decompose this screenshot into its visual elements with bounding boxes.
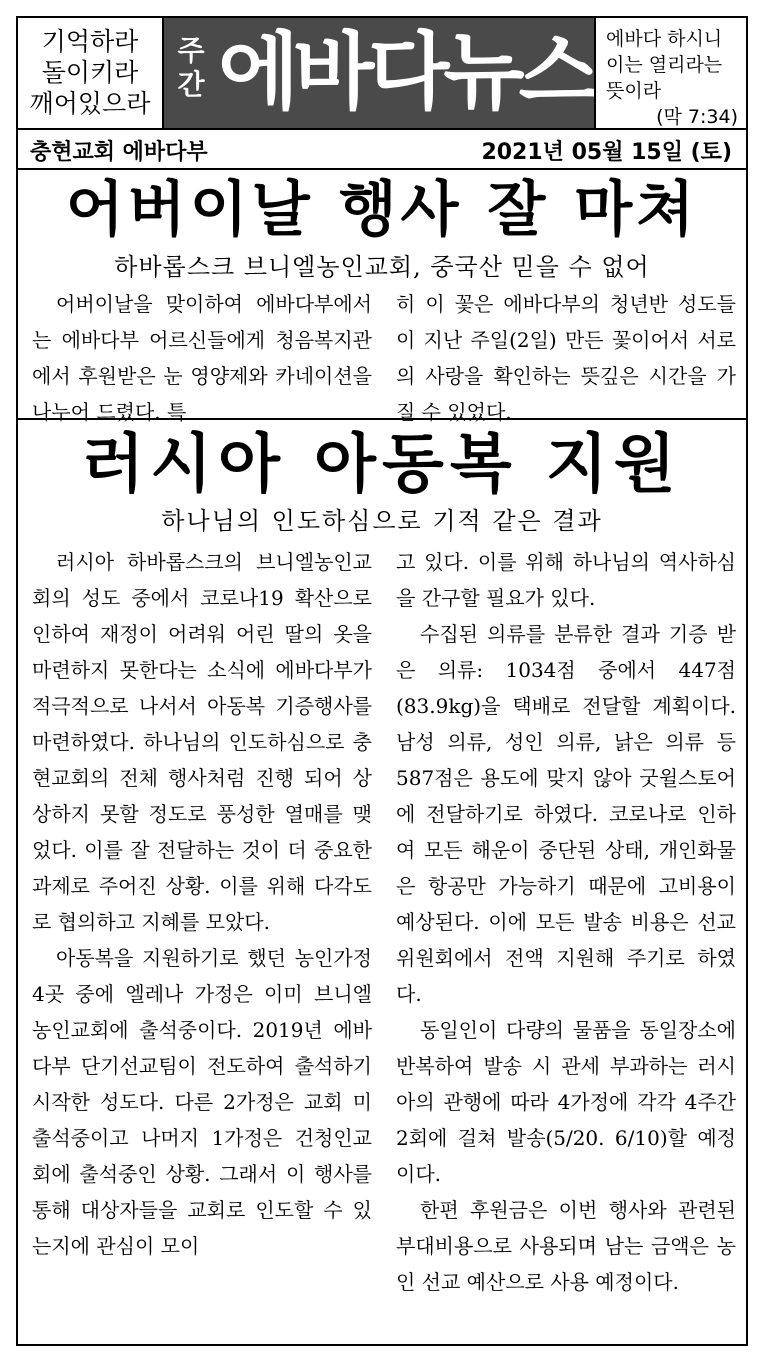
article-headline: 러시아 아동복 지원 [82, 428, 682, 502]
article-paragraph: 고 있다. 이를 위해 하나님의 역사하심을 간구할 필요가 있다. [396, 550, 736, 610]
title-banner [164, 18, 594, 128]
article-paragraph: 아동복을 지원하기로 했던 농인가정 4곳 중에 엘레나 가정은 이미 브니엘 농인교회에 출석중이다. 2019년 에바다부 단기선교팀이 전도하여 출석하기 시작한 성도다. 다른 2가정은 교회 미출석중이고 나머지 1가정은 건청인교회에 출석중인 상황. 그래서 이 행사를 통해 대상자들을 교회로 인도할 수 있는지에 관심이 모이 [32, 946, 372, 1258]
verse-text: 에바다 하시니 이는 열리라는 뜻이라 [606, 28, 723, 102]
info-bar [18, 128, 746, 170]
verse-reference: (막 7:34) [656, 106, 738, 128]
masthead [18, 18, 746, 130]
article-column-left [32, 544, 372, 1264]
article-column-left [32, 286, 372, 430]
article-subhead: 하바롭스크 브니엘농인교회, 중국산 믿을 수 없어 [114, 253, 650, 281]
article-paragraph: 러시아 하바롭스크의 브니엘농인교회의 성도 중에서 코로나19 확산으로 인하여 재정이 어려워 어린 딸의 옷을 마련하지 못한다는 소식에 에바다부가 적극적으로 나서서 아동복 기증행사를 마련하였다. 하나님의 인도하심으로 충현교회의 전체 행사처럼 진행 되어 상상하지 못할 정도로 풍성한 열매를 맺었다. 이를 잘 전달하는 것이 더 중요한 과제로 주어진 상황. 이를 위해 다각도로 협의하고 지혜를 모았다. [32, 550, 372, 934]
article-paragraph: 동일인이 다량의 물품을 동일장소에 반복하여 발송 시 관세 부과하는 러시아의 관행에 따라 4가정에 각각 4주간 2회에 걸쳐 발송(5/20. 6/10)할 예정이다. [396, 1018, 736, 1186]
article-paragraph: 수집된 의류를 분류한 결과 기증 받은 의류: 1034점 중에서 447점(83.9kg)을 택배로 전달할 계획이다. 남성 의류, 성인 의류, 낡은 의류 등 587점은 용도에 맞지 않아 굿윌스토어에 전달하기로 하였다. 코로나로 인하여 모든 해운이 중단된 상태, 개인화물은 항공만 가능하기 때문에 고비용이 예상된다. 이에 모든 발송 비용은 선교위원회에서 전액 지원해 주기로 하였다. [396, 622, 736, 1006]
article-paragraph: 어버이날을 맞이하여 에바다부에서는 에바다부 어르신들에게 청음복지관에서 후원받은 눈 영양제와 카네이션을 나누어 드렸다. 특 [32, 292, 372, 424]
motto-line: 깨어있으라 [29, 89, 151, 118]
article-paragraph: 히 이 꽃은 에바다부의 청년반 성도들이 지난 주일(2일) 만든 꽃이어서 서로의 사랑을 확인하는 뜻깊은 시간을 가질 수 있었다. [396, 292, 736, 424]
article-headline: 어버이날 행사 잘 마쳐 [65, 175, 699, 245]
article-parents-day [18, 168, 746, 424]
article-paragraph: 한편 후원금은 이번 행사와 관련된 부대비용으로 사용되며 남는 금액은 농인 선교 예산으로 사용 예정이다. [396, 1198, 736, 1294]
verse-box [594, 18, 746, 128]
newsletter-page [16, 16, 748, 1346]
article-russia-clothing [18, 418, 746, 1346]
article-column-right [396, 544, 736, 1300]
motto-line: 기억하라 [41, 27, 139, 56]
church-name: 충현교회 에바다부 [30, 140, 208, 165]
motto-line: 돌이키라 [41, 58, 139, 87]
motto-box [18, 18, 164, 128]
article-column-right [396, 286, 736, 430]
article-subhead: 하나님의 인도하심으로 기적 같은 결과 [161, 507, 603, 535]
newsletter-title: 에바다뉴스 [218, 23, 594, 121]
weekly-label: 주간 [177, 34, 205, 101]
issue-date: 2021년 05월 15일 (토) [481, 140, 732, 165]
